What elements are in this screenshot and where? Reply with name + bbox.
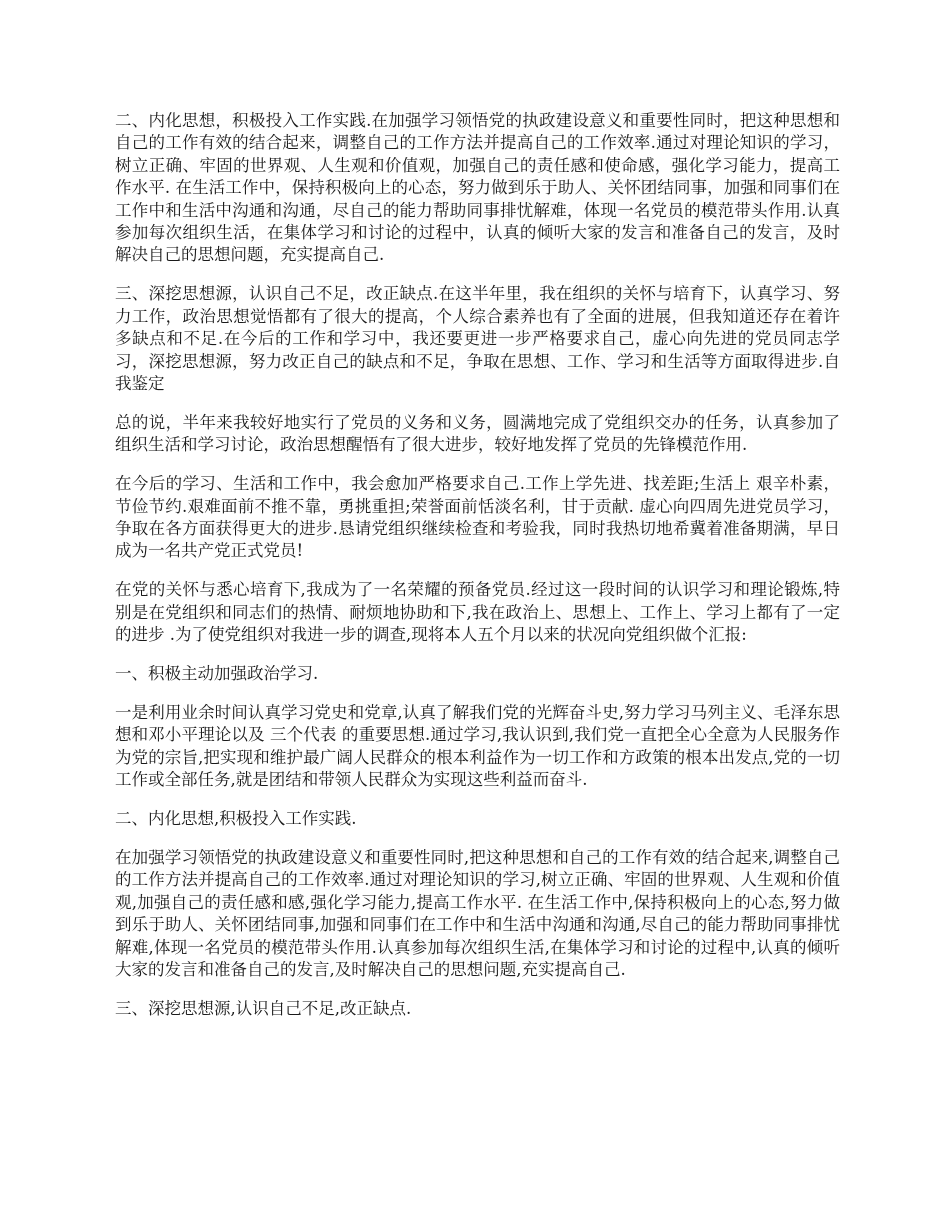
heading-correct-shortcomings: 三、深挖思想源,认识自己不足,改正缺点. xyxy=(115,998,412,1018)
document-body xyxy=(115,110,840,1037)
paragraph-internalize-thought: 二、内化思想，积极投入工作实践.在加强学习领悟党的执政建设意义和重要性同时，把这种思想和自己的工作有效的结合起来，调整自己的工作方法并提高自己的工作效率.通过对理论知识的学习，树立正确、牢固的世界观、人生观和价值观，加强自己的责任感和使命感，强化学习能力，提高工作水平. 在生活工作中，保持积极向上的心态，努力做到乐于助人、关怀团结同事，加强和同事们在工作中和生活中沟通和沟通，尽自己的能力帮助同事排忧解难，体现一名党员的模范带头作用.认真参加每次组织生活，在集体学习和讨论的过程中，认真的倾听大家的发言和准备自己的发言，及时解决自己的思想问题，充实提高自己. xyxy=(115,111,840,265)
paragraph-future-plans: 在今后的学习、生活和工作中，我会愈加严格要求自己.工作上学先进、找差距;生活上 艰辛朴素，节俭节约.艰难面前不推不靠，勇挑重担;荣誉面前恬淡名利，甘于贡献. 虚心向四周先进党员学习，争取在各方面获得更大的进步.恳请党组织继续检查和考验我，同时我热切地希冀着准备期满，早日成为一名共产党正式党员! xyxy=(115,474,840,561)
paragraph-work-practice: 在加强学习领悟党的执政建设意义和重要性同时,把这种思想和自己的工作有效的结合起来,调整自己的工作方法并提高自己的工作效率.通过对理论知识的学习,树立正确、牢固的世界观、人生观和价值观,加强自己的责任感和感,强化学习能力,提高工作水平. 在生活工作中,保持积极向上的心态,努力做到乐于助人、关怀团结同事,加强和同事们在工作中和生活中沟通和沟通,尽自己的能力帮助同事排忧解难,体现一名党员的模范带头作用.认真参加每次组织生活,在集体学习和讨论的过程中,认真的倾听大家的发言和准备自己的发言,及时解决自己的思想问题,充实提高自己. xyxy=(115,847,840,979)
paragraph-political-study: 一是利用业余时间认真学习党史和党章,认真了解我们党的光辉奋斗史,努力学习马列主义、毛泽东思想和邓小平理论以及 三个代表 的重要思想.通过学习,我认识到,我们党一直把全心全意为人民服务作为党的宗旨,把实现和维护最广阔人民群众的根本利益作为一切工作和方政策的根本出发点,党的一切工作或全部任务,就是团结和带领人民群众为实现这些利益而奋斗. xyxy=(115,702,840,790)
paragraph-dig-deep: 三、深挖思想源，认识自己不足，改正缺点.在这半年里，我在组织的关怀与培育下，认真学习、努力工作，政治思想觉悟都有了很大的提高，个人综合素养也有了全面的进展，但我知道还存在着许多缺点和不足.在今后的工作和学习中，我还要更进一步严格要求自己，虚心向先进的党员同志学习，深挖思想源，努力改正自己的缺点和不足，争取在思想、工作、学习和生活等方面取得进步.自我鉴定 xyxy=(115,284,840,393)
paragraph-report-intro: 在党的关怀与悉心培育下,我成为了一名荣耀的预备党员.经过这一段时间的认识学习和理论锻炼,特别是在党组织和同志们的热情、耐烦地协助和下,我在政治上、思想上、工作上、学习上都有了一定的进步 .为了使党组织对我进一步的调查,现将本人五个月以来的状况向党组织做个汇报: xyxy=(115,580,840,645)
heading-political-study: 一、积极主动加强政治学习. xyxy=(115,664,319,684)
heading-work-practice: 二、内化思想,积极投入工作实践. xyxy=(115,809,357,829)
paragraph-summary: 总的说，半年来我较好地实行了党员的义务和义务，圆满地完成了党组织交办的任务，认真参加了组织生活和学习讨论，政治思想醒悟有了很大进步，较好地发挥了党员的先锋模范作用. xyxy=(115,412,840,455)
